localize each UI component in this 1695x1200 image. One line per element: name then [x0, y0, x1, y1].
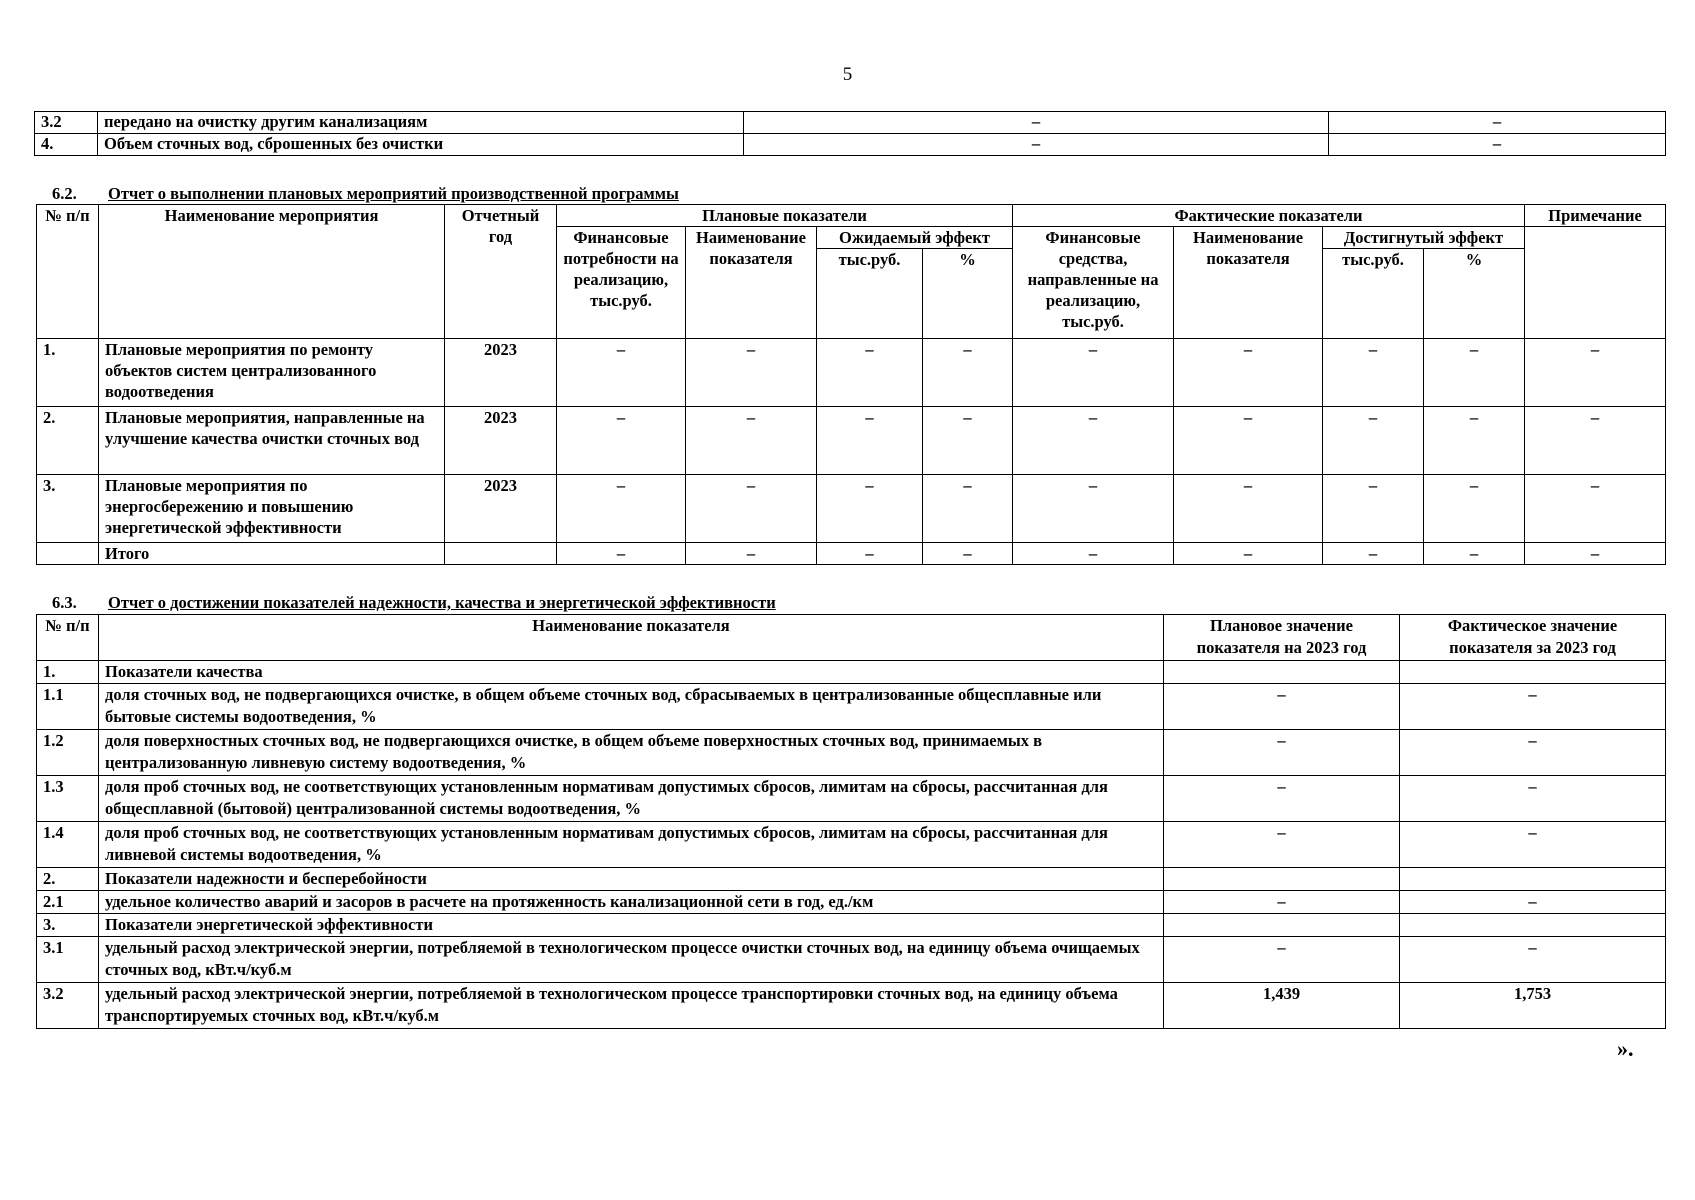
row-number: 3.	[37, 914, 99, 937]
plan-value	[1164, 914, 1400, 937]
plan-value: 1,439	[1164, 983, 1400, 1029]
table-row	[37, 983, 1666, 1029]
cell-value: –	[923, 407, 1013, 475]
fact-value	[1400, 914, 1666, 937]
cell-value: –	[1013, 339, 1174, 407]
row-number: 3.2	[37, 983, 99, 1029]
plan-value: –	[1164, 730, 1400, 776]
row-year: 2023	[445, 339, 557, 407]
cell-value: –	[923, 543, 1013, 565]
cell-value: –	[686, 543, 817, 565]
cell-value: –	[1424, 407, 1525, 475]
row-name: передано на очистку другим канализациям	[98, 112, 744, 134]
table-row	[37, 475, 1666, 543]
fact-value: –	[1400, 822, 1666, 868]
row-number: 1.2	[37, 730, 99, 776]
cell-value: –	[1525, 543, 1666, 565]
header-fact: Фактическое значение показателя за 2023 год	[1400, 615, 1666, 661]
section-62-title	[52, 184, 679, 204]
cell-value: –	[1174, 407, 1323, 475]
fact-value: 1,753	[1400, 983, 1666, 1029]
plan-value: –	[1164, 891, 1400, 914]
header-name: Наименование показателя	[99, 615, 1164, 661]
table-row	[37, 868, 1666, 891]
header-actual: Фактические показатели	[1013, 205, 1525, 227]
row-number: 1.	[37, 661, 99, 684]
header-num: № п/п	[37, 615, 99, 661]
cell-value: –	[1013, 543, 1174, 565]
plan-value	[1164, 661, 1400, 684]
row-year: 2023	[445, 475, 557, 543]
row-number: 2.	[37, 868, 99, 891]
row-number: 1.3	[37, 776, 99, 822]
cell-value: –	[557, 407, 686, 475]
row-name: доля сточных вод, не подвергающихся очистке, в общем объеме сточных вод, сбрасываемых в централизованные общесплавные или бытовые системы водоотведения, %	[99, 684, 1164, 730]
cell-value: –	[817, 407, 923, 475]
table-row	[37, 822, 1666, 868]
row-number: 1.1	[37, 684, 99, 730]
plan-value: –	[744, 134, 1329, 156]
plan-value: –	[744, 112, 1329, 134]
cell-value: –	[1424, 339, 1525, 407]
fact-value: –	[1400, 891, 1666, 914]
cell-value: –	[686, 407, 817, 475]
cell-value: –	[1174, 475, 1323, 543]
cell-value: –	[1525, 407, 1666, 475]
header-note-empty	[1525, 227, 1666, 339]
plan-value: –	[1164, 937, 1400, 983]
row-name: доля поверхностных сточных вод, не подвергающихся очистке, в общем объеме поверхностных сточных вод, принимаемых в централизованную ливневую систему водоотведения, %	[99, 730, 1164, 776]
cell-value: –	[557, 543, 686, 565]
page-number: 5	[842, 64, 853, 85]
fact-value: –	[1400, 776, 1666, 822]
row-name: доля проб сточных вод, не соответствующих установленным нормативам допустимых сбросов, лимитам на сбросы, рассчитанная для общесплавной (бытовой) централизованной системы водоотведения, %	[99, 776, 1164, 822]
plan-value	[1164, 868, 1400, 891]
header-fact-effect: Достигнутый эффект	[1323, 227, 1525, 249]
total-year-empty	[445, 543, 557, 565]
row-number: 3.	[37, 475, 99, 543]
cell-value: –	[1323, 475, 1424, 543]
row-number: 1.	[37, 339, 99, 407]
table-row	[37, 407, 1666, 475]
header-fact-thousand: тыс.руб.	[1323, 249, 1424, 339]
section-title: Отчет о достижении показателей надежности, качества и энергетической эффективности	[108, 593, 776, 612]
header-plan-name: Наименование показателя	[686, 227, 817, 339]
closing-quote: ».	[1617, 1036, 1634, 1061]
section-63-title	[52, 593, 776, 613]
table-row	[37, 914, 1666, 937]
table-row	[37, 684, 1666, 730]
cell-value: –	[1174, 543, 1323, 565]
table-row	[37, 937, 1666, 983]
header-fact-name: Наименование показателя	[1174, 227, 1323, 339]
cell-value: –	[1323, 339, 1424, 407]
header-plan-pct: %	[923, 249, 1013, 339]
cell-value: –	[1013, 475, 1174, 543]
table-row	[37, 339, 1666, 407]
cell-value: –	[1174, 339, 1323, 407]
row-number: 4.	[35, 134, 98, 156]
row-name: Объем сточных вод, сброшенных без очистки	[98, 134, 744, 156]
table-row	[37, 661, 1666, 684]
cell-value: –	[1424, 475, 1525, 543]
table-row	[37, 776, 1666, 822]
section-number: 6.2.	[52, 184, 77, 203]
cell-value: –	[817, 339, 923, 407]
header-num: № п/п	[37, 205, 99, 339]
header-planned: Плановые показатели	[557, 205, 1013, 227]
row-name: удельный расход электрической энергии, потребляемой в технологическом процессе очистки сточных вод, на единицу объема очищаемых сточных вод, кВт.ч/куб.м	[99, 937, 1164, 983]
cell-value: –	[686, 339, 817, 407]
fact-value: –	[1329, 134, 1666, 156]
fact-value	[1400, 868, 1666, 891]
planned-activities-table	[36, 204, 1666, 565]
header-fact-fin: Финансовые средства, направленные на реализацию, тыс.руб.	[1013, 227, 1174, 339]
cell-value: –	[923, 339, 1013, 407]
header-plan-thousand: тыс.руб.	[817, 249, 923, 339]
cell-value: –	[817, 475, 923, 543]
indicators-table	[36, 614, 1666, 1029]
row-number: 1.4	[37, 822, 99, 868]
row-number: 2.	[37, 407, 99, 475]
fact-value	[1400, 661, 1666, 684]
header-row	[37, 205, 1666, 227]
header-name: Наименование мероприятия	[99, 205, 445, 339]
table-row	[35, 112, 1666, 134]
row-name: Показатели качества	[99, 661, 1164, 684]
cell-value: –	[557, 339, 686, 407]
row-number: 3.1	[37, 937, 99, 983]
row-name: доля проб сточных вод, не соответствующих установленным нормативам допустимых сбросов, лимитам на сбросы, рассчитанная для ливневой системы водоотведения, %	[99, 822, 1164, 868]
section-title: Отчет о выполнении плановых мероприятий производственной программы	[108, 184, 679, 203]
header-plan: Плановое значение показателя на 2023 год	[1164, 615, 1400, 661]
cell-value: –	[557, 475, 686, 543]
section-number: 6.3.	[52, 593, 77, 612]
row-name: Плановые мероприятия, направленные на улучшение качества очистки сточных вод	[99, 407, 445, 475]
header-row	[37, 615, 1666, 661]
row-name: Показатели энергетической эффективности	[99, 914, 1164, 937]
row-year: 2023	[445, 407, 557, 475]
cell-value: –	[1323, 407, 1424, 475]
row-number: 2.1	[37, 891, 99, 914]
header-note: Примечание	[1525, 205, 1666, 227]
plan-value: –	[1164, 822, 1400, 868]
row-name: удельный расход электрической энергии, потребляемой в технологическом процессе транспортировки сточных вод, на единицу объема транспортируемых сточных вод, кВт.ч/куб.м	[99, 983, 1164, 1029]
header-fact-pct: %	[1424, 249, 1525, 339]
cell-value: –	[1013, 407, 1174, 475]
cell-value: –	[923, 475, 1013, 543]
cell-value: –	[1525, 475, 1666, 543]
fact-value: –	[1400, 730, 1666, 776]
row-name: удельное количество аварий и засоров в расчете на протяженность канализационной сети в год, ед./км	[99, 891, 1164, 914]
plan-value: –	[1164, 684, 1400, 730]
fact-value: –	[1400, 684, 1666, 730]
total-label: Итого	[99, 543, 445, 565]
continuation-table	[34, 111, 1666, 156]
fact-value: –	[1329, 112, 1666, 134]
cell-value: –	[1424, 543, 1525, 565]
total-num-empty	[37, 543, 99, 565]
table-row	[37, 891, 1666, 914]
cell-value: –	[1525, 339, 1666, 407]
plan-value: –	[1164, 776, 1400, 822]
cell-value: –	[817, 543, 923, 565]
table-row	[35, 134, 1666, 156]
row-name: Показатели надежности и бесперебойности	[99, 868, 1164, 891]
header-plan-effect: Ожидаемый эффект	[817, 227, 1013, 249]
cell-value: –	[686, 475, 817, 543]
row-name: Плановые мероприятия по энергосбережению и повышению энергетической эффективности	[99, 475, 445, 543]
header-year: Отчетный год	[445, 205, 557, 339]
total-row	[37, 543, 1666, 565]
fact-value: –	[1400, 937, 1666, 983]
cell-value: –	[1323, 543, 1424, 565]
row-name: Плановые мероприятия по ремонту объектов систем централизованного водоотведения	[99, 339, 445, 407]
row-number: 3.2	[35, 112, 98, 134]
table-row	[37, 730, 1666, 776]
header-plan-fin: Финансовые потребности на реализацию, тыс.руб.	[557, 227, 686, 339]
